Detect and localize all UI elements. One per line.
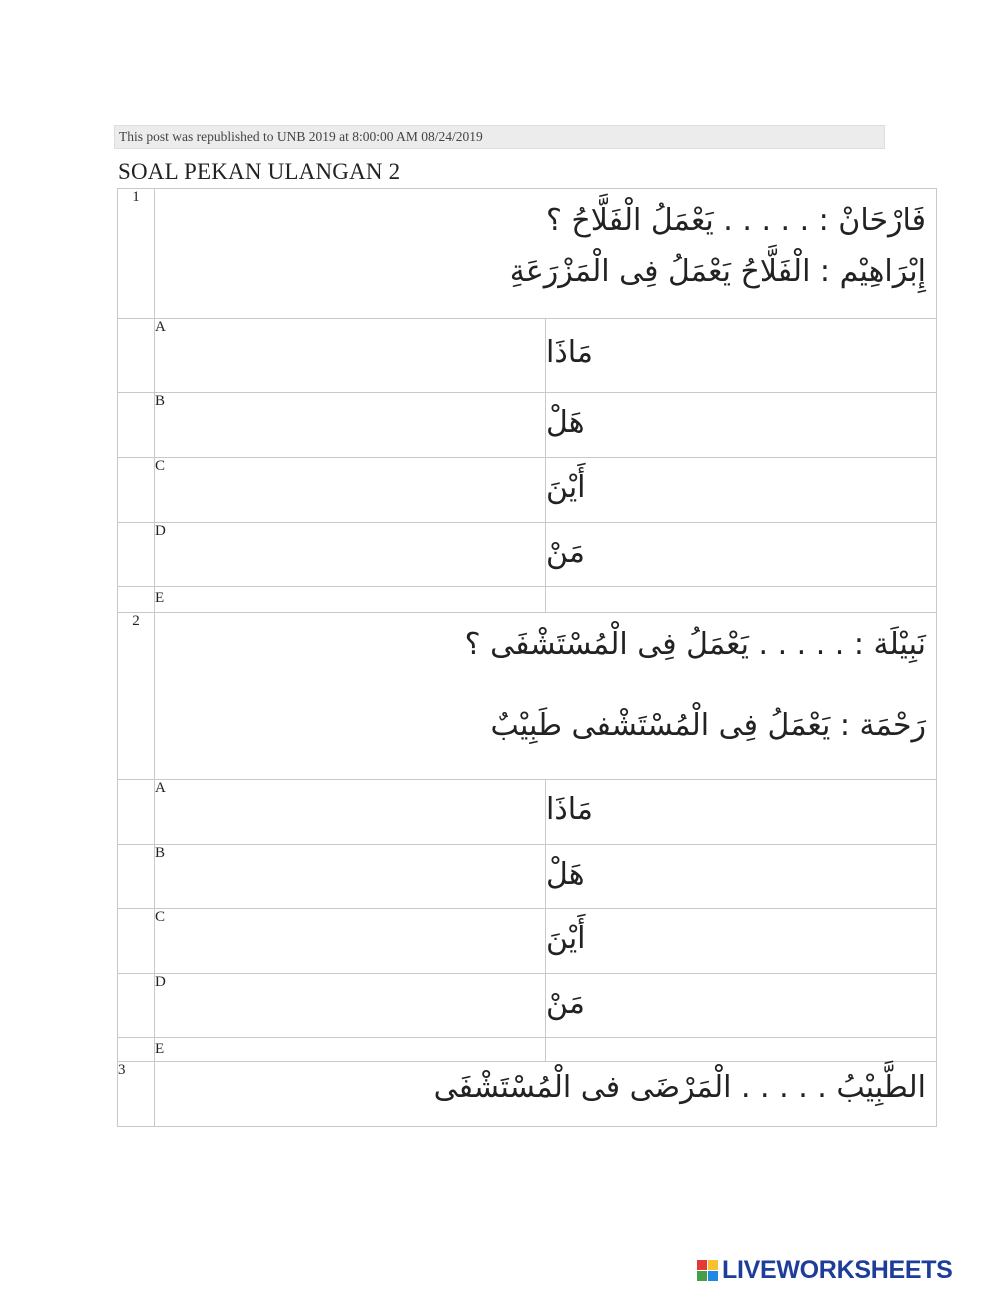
question-line: رَحْمَة : يَعْمَلُ فِى الْمُسْتَشْفى طَبِيْبٌ [490, 708, 926, 743]
option-letter: B [155, 393, 546, 458]
question-text-cell [155, 1062, 937, 1127]
question-line: فَارْحَانْ : . . . . . يَعْمَلُ الْفَلَّاحُ ؟ [545, 203, 926, 238]
question-text-cell [155, 189, 937, 319]
question-row-2 [118, 613, 937, 780]
option-row-2b[interactable] [118, 845, 937, 909]
blank-cell [118, 845, 155, 909]
page-title: SOAL PEKAN ULANGAN 2 [118, 159, 401, 184]
question-row-3 [118, 1062, 937, 1127]
liveworksheets-logo [697, 1255, 953, 1285]
blank-cell [118, 319, 155, 393]
option-text[interactable]: مَاذَا [546, 780, 937, 845]
logo-block [697, 1271, 707, 1281]
option-text[interactable] [546, 1038, 937, 1062]
blank-cell [118, 587, 155, 613]
option-row-2c[interactable] [118, 909, 937, 974]
option-row-1e[interactable] [118, 587, 937, 613]
colored-blocks-logo-icon [697, 1260, 718, 1281]
question-line: إِبْرَاهِيْم : الْفَلَّاحُ يَعْمَلُ فِى الْمَزْرَعَةِ [509, 254, 926, 289]
question-line: نَبِيْلَة : . . . . . يَعْمَلُ فِى الْمُسْتَشْفَى ؟ [464, 627, 926, 662]
option-letter: D [155, 974, 546, 1038]
question-number: 1 [118, 189, 155, 319]
question-line: الطَّبِيْبُ . . . . . الْمَرْضَى فى الْمُسْتَشْفَى [433, 1070, 926, 1105]
question-number: 3 [118, 1062, 155, 1127]
option-letter: A [155, 319, 546, 393]
option-row-1d[interactable] [118, 523, 937, 587]
blank-cell [118, 780, 155, 845]
option-text[interactable]: أَيْنَ [546, 909, 937, 974]
option-text[interactable] [546, 587, 937, 613]
question-row-1 [118, 189, 937, 319]
republish-banner: This post was republished to UNB 2019 at 8:00:00 AM 08/24/2019 [114, 125, 885, 149]
logo-block [697, 1260, 707, 1270]
question-text-cell [155, 613, 937, 780]
question-table [117, 188, 937, 1127]
option-letter: C [155, 458, 546, 523]
option-row-2a[interactable] [118, 780, 937, 845]
blank-cell [118, 458, 155, 523]
option-row-1b[interactable] [118, 393, 937, 458]
option-letter: C [155, 909, 546, 974]
option-text[interactable]: مَنْ [546, 523, 937, 587]
option-text[interactable]: أَيْنَ [546, 458, 937, 523]
option-letter: D [155, 523, 546, 587]
option-row-1a[interactable] [118, 319, 937, 393]
logo-block [708, 1260, 718, 1270]
blank-cell [118, 393, 155, 458]
option-letter: B [155, 845, 546, 909]
option-letter: E [155, 587, 546, 613]
logo-block [708, 1271, 718, 1281]
option-text[interactable]: هَلْ [546, 393, 937, 458]
option-letter: E [155, 1038, 546, 1062]
option-letter: A [155, 780, 546, 845]
option-row-2e[interactable] [118, 1038, 937, 1062]
option-row-2d[interactable] [118, 974, 937, 1038]
option-row-1c[interactable] [118, 458, 937, 523]
blank-cell [118, 909, 155, 974]
logo-text: LIVEWORKSHEETS [722, 1255, 953, 1284]
option-text[interactable]: مَاذَا [546, 319, 937, 393]
question-number: 2 [118, 613, 155, 780]
option-text[interactable]: هَلْ [546, 845, 937, 909]
blank-cell [118, 523, 155, 587]
option-text[interactable]: مَنْ [546, 974, 937, 1038]
blank-cell [118, 974, 155, 1038]
blank-cell [118, 1038, 155, 1062]
